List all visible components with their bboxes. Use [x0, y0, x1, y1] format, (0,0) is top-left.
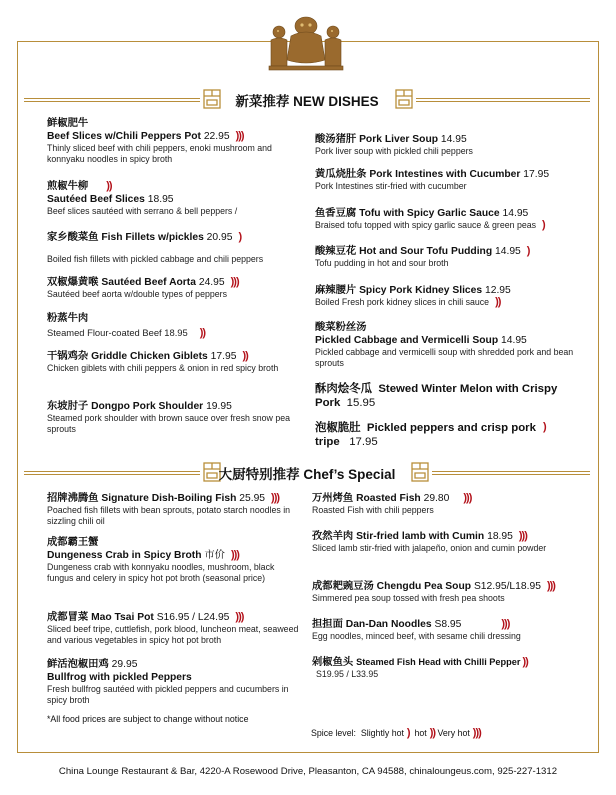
dish-price: 18.95 [164, 327, 188, 338]
dish-description: Boiled Fresh pork kidney slices in chili sauce [315, 297, 490, 307]
dish-chinese-name: 东坡肘子 [47, 401, 89, 412]
dish-price: 17.95 [210, 351, 237, 362]
dish-chinese-name: 酥肉烩冬瓜 [315, 383, 372, 395]
dish-chinese-name: 招牌沸腾鱼 [47, 493, 99, 504]
dish-description: Sautéed beef aorta w/double types of peppers [47, 289, 227, 299]
dish-name: Bullfrog with pickled Peppers [47, 672, 192, 683]
dish-chinese-name: 酸辣豆花 [315, 246, 357, 257]
dish-chinese-name: 酸菜粉丝汤 [315, 322, 367, 333]
dish-description: Steamed pork shoulder with brown sauce over fresh snow pea sprouts [47, 413, 291, 435]
menu-item [47, 231, 297, 265]
dish-price: 20.95 [206, 232, 233, 243]
chili-pepper-icon: ) [406, 727, 410, 739]
dish-name: Pork Intestines with Cucumber [369, 169, 521, 180]
dish-description: Tofu pudding in hot and sour broth [315, 258, 449, 268]
price-change-note: *All food prices are subject to change without notice [47, 714, 249, 724]
guardian-lion-statues-icon [265, 14, 347, 72]
menu-item [315, 133, 577, 157]
dish-price: 14.95 [495, 246, 521, 257]
dish-name: Griddle Chicken Giblets [91, 351, 208, 362]
chili-pepper-icon: ))) [235, 611, 244, 623]
dish-name: Sautéed Beef Aorta [101, 277, 196, 288]
menu-item [47, 400, 297, 436]
menu-item [312, 656, 580, 680]
chili-pepper-icon: ))) [518, 530, 527, 542]
dish-name: Roasted Fish [356, 493, 421, 504]
menu-item [312, 492, 580, 516]
dish-description: Pork Intestines stir-fried with cucumber [315, 181, 467, 191]
menu-item [312, 580, 580, 604]
dish-price: 18.95 [147, 194, 174, 205]
menu-item [47, 611, 302, 647]
dish-price: 15.95 [346, 397, 376, 409]
chili-pepper-icon: ))) [546, 580, 555, 592]
spice-very-hot-label: Very hot [437, 728, 470, 738]
chili-pepper-icon: ) [542, 219, 545, 231]
divider [416, 98, 590, 102]
chili-pepper-icon: )) [242, 350, 248, 362]
dish-name: Fish Fillets w/pickles [101, 232, 204, 243]
dish-description: Simmered pea soup tossed with fresh pea shoots [312, 593, 505, 603]
chili-pepper-icon: ) [238, 231, 242, 243]
chili-pepper-icon: )) [429, 727, 436, 739]
dish-chinese-name: 成都霸王蟹 [47, 537, 99, 548]
dish-price: S16.95 / L24.95 [156, 612, 230, 623]
dish-description: Pork liver soup with pickled chili peppers [315, 146, 473, 156]
dish-chinese-name: 担担面 [312, 619, 343, 630]
dish-description: Sliced beef tripe, cuttlefish, pork blood, luncheon meat, seaweed and various vegetables in spicy hot pot broth [47, 624, 299, 646]
dish-price: 19.95 [206, 401, 232, 412]
dish-name: Hot and Sour Tofu Pudding [359, 246, 493, 257]
dish-name: Spicy Pork Kidney Slices [359, 285, 483, 296]
menu-item [47, 180, 297, 217]
dish-price: 17.95 [349, 436, 378, 448]
dish-chinese-name: 万州烤鱼 [312, 493, 354, 504]
spice-level-label: Spice level: [311, 728, 356, 738]
spice-hot-label: hot [414, 728, 427, 738]
dish-name: Signature Dish-Boiling Fish [101, 493, 237, 504]
menu-item [47, 658, 302, 707]
menu-item [315, 207, 577, 231]
dish-name: Beef Slices w/Chili Peppers Pot [47, 131, 201, 142]
dish-price: S12.95/L18.95 [473, 581, 541, 592]
dish-description: Poached fish fillets with bean sprouts, potato starch noodles in sizzling chili oil [47, 505, 291, 527]
dish-chinese-name: 煎椒牛柳 [47, 181, 89, 192]
dish-name: Dongpo Pork Shoulder [91, 401, 204, 412]
chili-pepper-icon: ))) [271, 492, 280, 504]
dish-chinese-name: 麻辣腰片 [315, 285, 357, 296]
dish-name: Stewed Winter Melon with Crispy Pork [315, 383, 558, 409]
menu-item [315, 284, 577, 308]
chili-pepper-icon: ))) [230, 276, 239, 288]
restaurant-footer: China Lounge Restaurant & Bar, 4220-A Rosewood Drive, Pleasanton, CA 94588, chinaloungeus.com, 925-227-1312 [58, 766, 558, 777]
dish-price: 14.95 [502, 208, 529, 219]
menu-item [47, 312, 297, 339]
dish-chinese-name: 粉蒸牛肉 [47, 313, 89, 324]
dish-name: Tofu with Spicy Garlic Sauce [359, 208, 500, 219]
dish-chinese-name: 剁椒鱼头 [312, 657, 354, 668]
dish-price: 22.95 [203, 131, 230, 142]
divider [432, 471, 590, 475]
dish-price: 18.95 [487, 531, 513, 542]
dish-chinese-name: 双椒爆黄喉 [47, 277, 99, 288]
dish-description: Egg noodles, minced beef, with sesame chili dressing [312, 631, 521, 641]
menu-item [312, 530, 580, 554]
dish-price: 12.95 [484, 285, 511, 296]
dish-chinese-name: 成都冒菜 [47, 612, 89, 623]
menu-item [315, 245, 577, 269]
menu-item [315, 168, 577, 192]
dish-price: 17.95 [523, 169, 550, 180]
dish-description: Beef slices sautéed with serrano & bell peppers / [47, 206, 238, 216]
chili-pepper-icon: )) [522, 656, 528, 668]
dish-price: 25.95 [239, 493, 266, 504]
dish-price: 29.80 [423, 493, 450, 504]
chili-pepper-icon: ))) [230, 549, 239, 561]
menu-item [315, 321, 577, 370]
dish-chinese-name: 黄瓜烧肚条 [315, 169, 367, 180]
dish-chinese-name: 成都耙豌豆汤 [312, 581, 374, 592]
chili-pepper-icon: )) [199, 327, 206, 339]
chefs-special-header [24, 461, 590, 483]
dish-description: Boiled fish fillets with pickled cabbage and chili peppers [47, 254, 264, 264]
dish-chinese-name: 鲜椒肥牛 [47, 118, 89, 129]
dish-description: Pickled cabbage and vermicelli soup with shredded pork and bean sprouts [315, 347, 574, 369]
dish-chinese-name: 鲜活泡椒田鸡 [47, 659, 109, 670]
chili-pepper-icon: )) [495, 296, 501, 308]
dish-name: Pickled Cabbage and Vermicelli Soup [315, 335, 499, 346]
dish-name: Pork Liver Soup [359, 134, 439, 145]
dish-description: Chicken giblets with chili peppers & onion in red spicy broth [47, 363, 279, 373]
dish-name: Chengdu Pea Soup [376, 581, 472, 592]
chinese-window-ornament-icon [394, 88, 414, 110]
dish-chinese-name: 孜然羊肉 [312, 531, 354, 542]
chili-pepper-icon: ))) [235, 130, 244, 142]
dish-name: Steamed Flour-coated Beef [47, 327, 162, 338]
dish-description: Thinly sliced beef with chili peppers, enoki mushroom and konnyaku noodles in spicy broth [47, 143, 272, 165]
dish-description: Braised tofu topped with spicy garlic sauce & green peas [315, 220, 537, 230]
chinese-window-ornament-icon [410, 461, 430, 483]
dish-description: Fresh bullfrog sautéed with pickled peppers and cucumbers in spicy broth [47, 684, 289, 706]
chili-pepper-icon: ) [543, 421, 546, 433]
dish-price: 29.95 [111, 659, 138, 670]
dish-price: S8.95 [434, 619, 462, 630]
menu-item [315, 382, 577, 410]
menu-item [47, 276, 297, 300]
dish-description: Dungeness crab with konnyaku noodles, mushroom, black fungus and celery in spicy hot pot broth (seasonal price) [47, 562, 275, 584]
dish-price: 24.95 [198, 277, 225, 288]
chili-pepper-icon: ))) [472, 727, 481, 739]
dish-chinese-name: 干锅鸡杂 [47, 351, 89, 362]
dish-description: Roasted Fish with chili peppers [312, 505, 434, 515]
spice-slightly-hot-label: Slightly hot [360, 728, 404, 738]
dish-price: 14.95 [501, 335, 527, 346]
dish-chinese-name: 泡椒脆肚 [315, 422, 361, 434]
dish-price: S19.95 / L33.95 [316, 669, 379, 679]
dish-name: Dan-Dan Noodles [345, 619, 432, 630]
dish-chinese-name: 酸汤猪肝 [315, 134, 357, 145]
dish-price: 市价 [204, 550, 225, 561]
menu-item [47, 117, 297, 166]
section-title: 大厨特别推荐 Chef’s Special [218, 467, 396, 482]
chili-pepper-icon: ))) [501, 618, 510, 630]
spice-level-legend [311, 727, 481, 739]
dish-name: Steamed Fish Head with Chilli Pepper [356, 657, 521, 667]
dish-name: Sautéed Beef Slices [47, 194, 145, 205]
chili-pepper-icon: )) [106, 180, 112, 192]
menu-item [312, 618, 580, 642]
chili-pepper-icon: ))) [463, 492, 472, 504]
chili-pepper-icon: ) [526, 245, 530, 257]
menu-item [315, 421, 577, 449]
menu-item [47, 536, 302, 585]
dish-price: 14.95 [440, 134, 467, 145]
dish-name: Mao Tsai Pot [91, 612, 154, 623]
section-title: 新菜推荐 NEW DISHES [235, 94, 379, 109]
new-dishes-header [24, 88, 590, 110]
menu-item [47, 492, 302, 528]
menu-item [47, 350, 297, 374]
dish-name: Dungeness Crab in Spicy Broth [47, 550, 202, 561]
dish-description: Sliced lamb stir-fried with jalapeño, onion and cumin powder [312, 543, 547, 553]
dish-name: Pickled peppers and crisp pork tripe [315, 422, 536, 448]
dish-name: Stir-fried lamb with Cumin [356, 531, 485, 542]
dish-chinese-name: 鱼香豆腐 [315, 208, 357, 219]
dish-chinese-name: 家乡酸菜鱼 [47, 232, 99, 243]
